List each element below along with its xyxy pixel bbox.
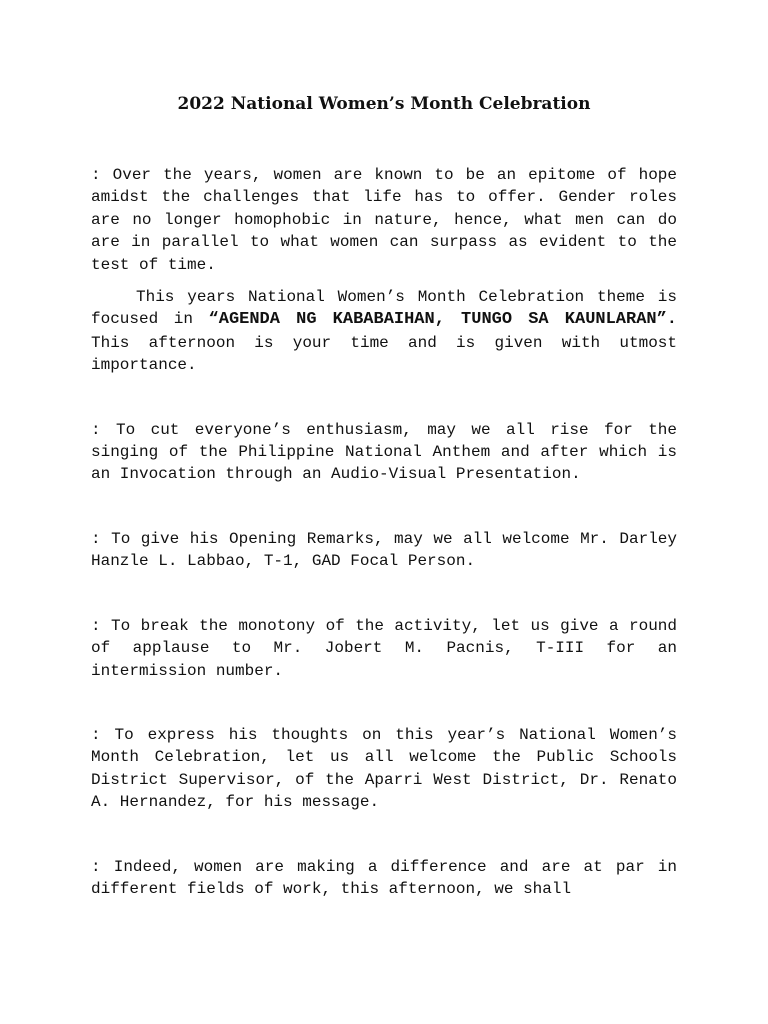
paragraph-supervisor-message: : To express his thoughts on this year’s National Women’s Month Celebration, let us all welcome the Public Schools District Supervisor, of the Aparri West District, Dr. Renato A. Hernandez, for his message. bbox=[91, 725, 677, 812]
paragraph-opening-remarks: : To give his Opening Remarks, may we all welcome Mr. Darley Hanzle L. Labbao, T-1, GAD Focal Person. bbox=[91, 529, 677, 571]
paragraph-theme-start: This years National Women’s Month Celebration theme is focused in bbox=[91, 288, 677, 329]
paragraph-intro: : Over the years, women are known to be an epitome of hope amidst the challenges that life has to offer. Gender roles are no longer homophobic in nature, hence, what men can do are in parallel to what women can surpass as evident to the test of time. bbox=[91, 166, 677, 274]
paragraph-theme bbox=[91, 286, 677, 377]
paragraph-closing: : Indeed, women are making a difference and are at par in different fields of work, this afternoon, we shall bbox=[91, 857, 677, 898]
paragraph-anthem: : To cut everyone’s enthusiasm, may we all rise for the singing of the Philippine National Anthem and after which is an Invocation through an Audio-Visual Presentation. bbox=[91, 420, 677, 484]
paragraph-intermission: : To break the monotony of the activity, let us give a round of applause to Mr. Jobert M. Pacnis, T-III for an intermission number. bbox=[91, 616, 677, 680]
document-title: 2022 National Women’s Month Celebration bbox=[177, 94, 591, 114]
document-body bbox=[91, 164, 677, 900]
theme-title: “AGENDA NG KABABAIHAN, TUNGO SA KAUNLARAN”. bbox=[208, 310, 678, 330]
paragraph-theme-end: This afternoon is your time and is given with utmost importance. bbox=[91, 333, 677, 375]
